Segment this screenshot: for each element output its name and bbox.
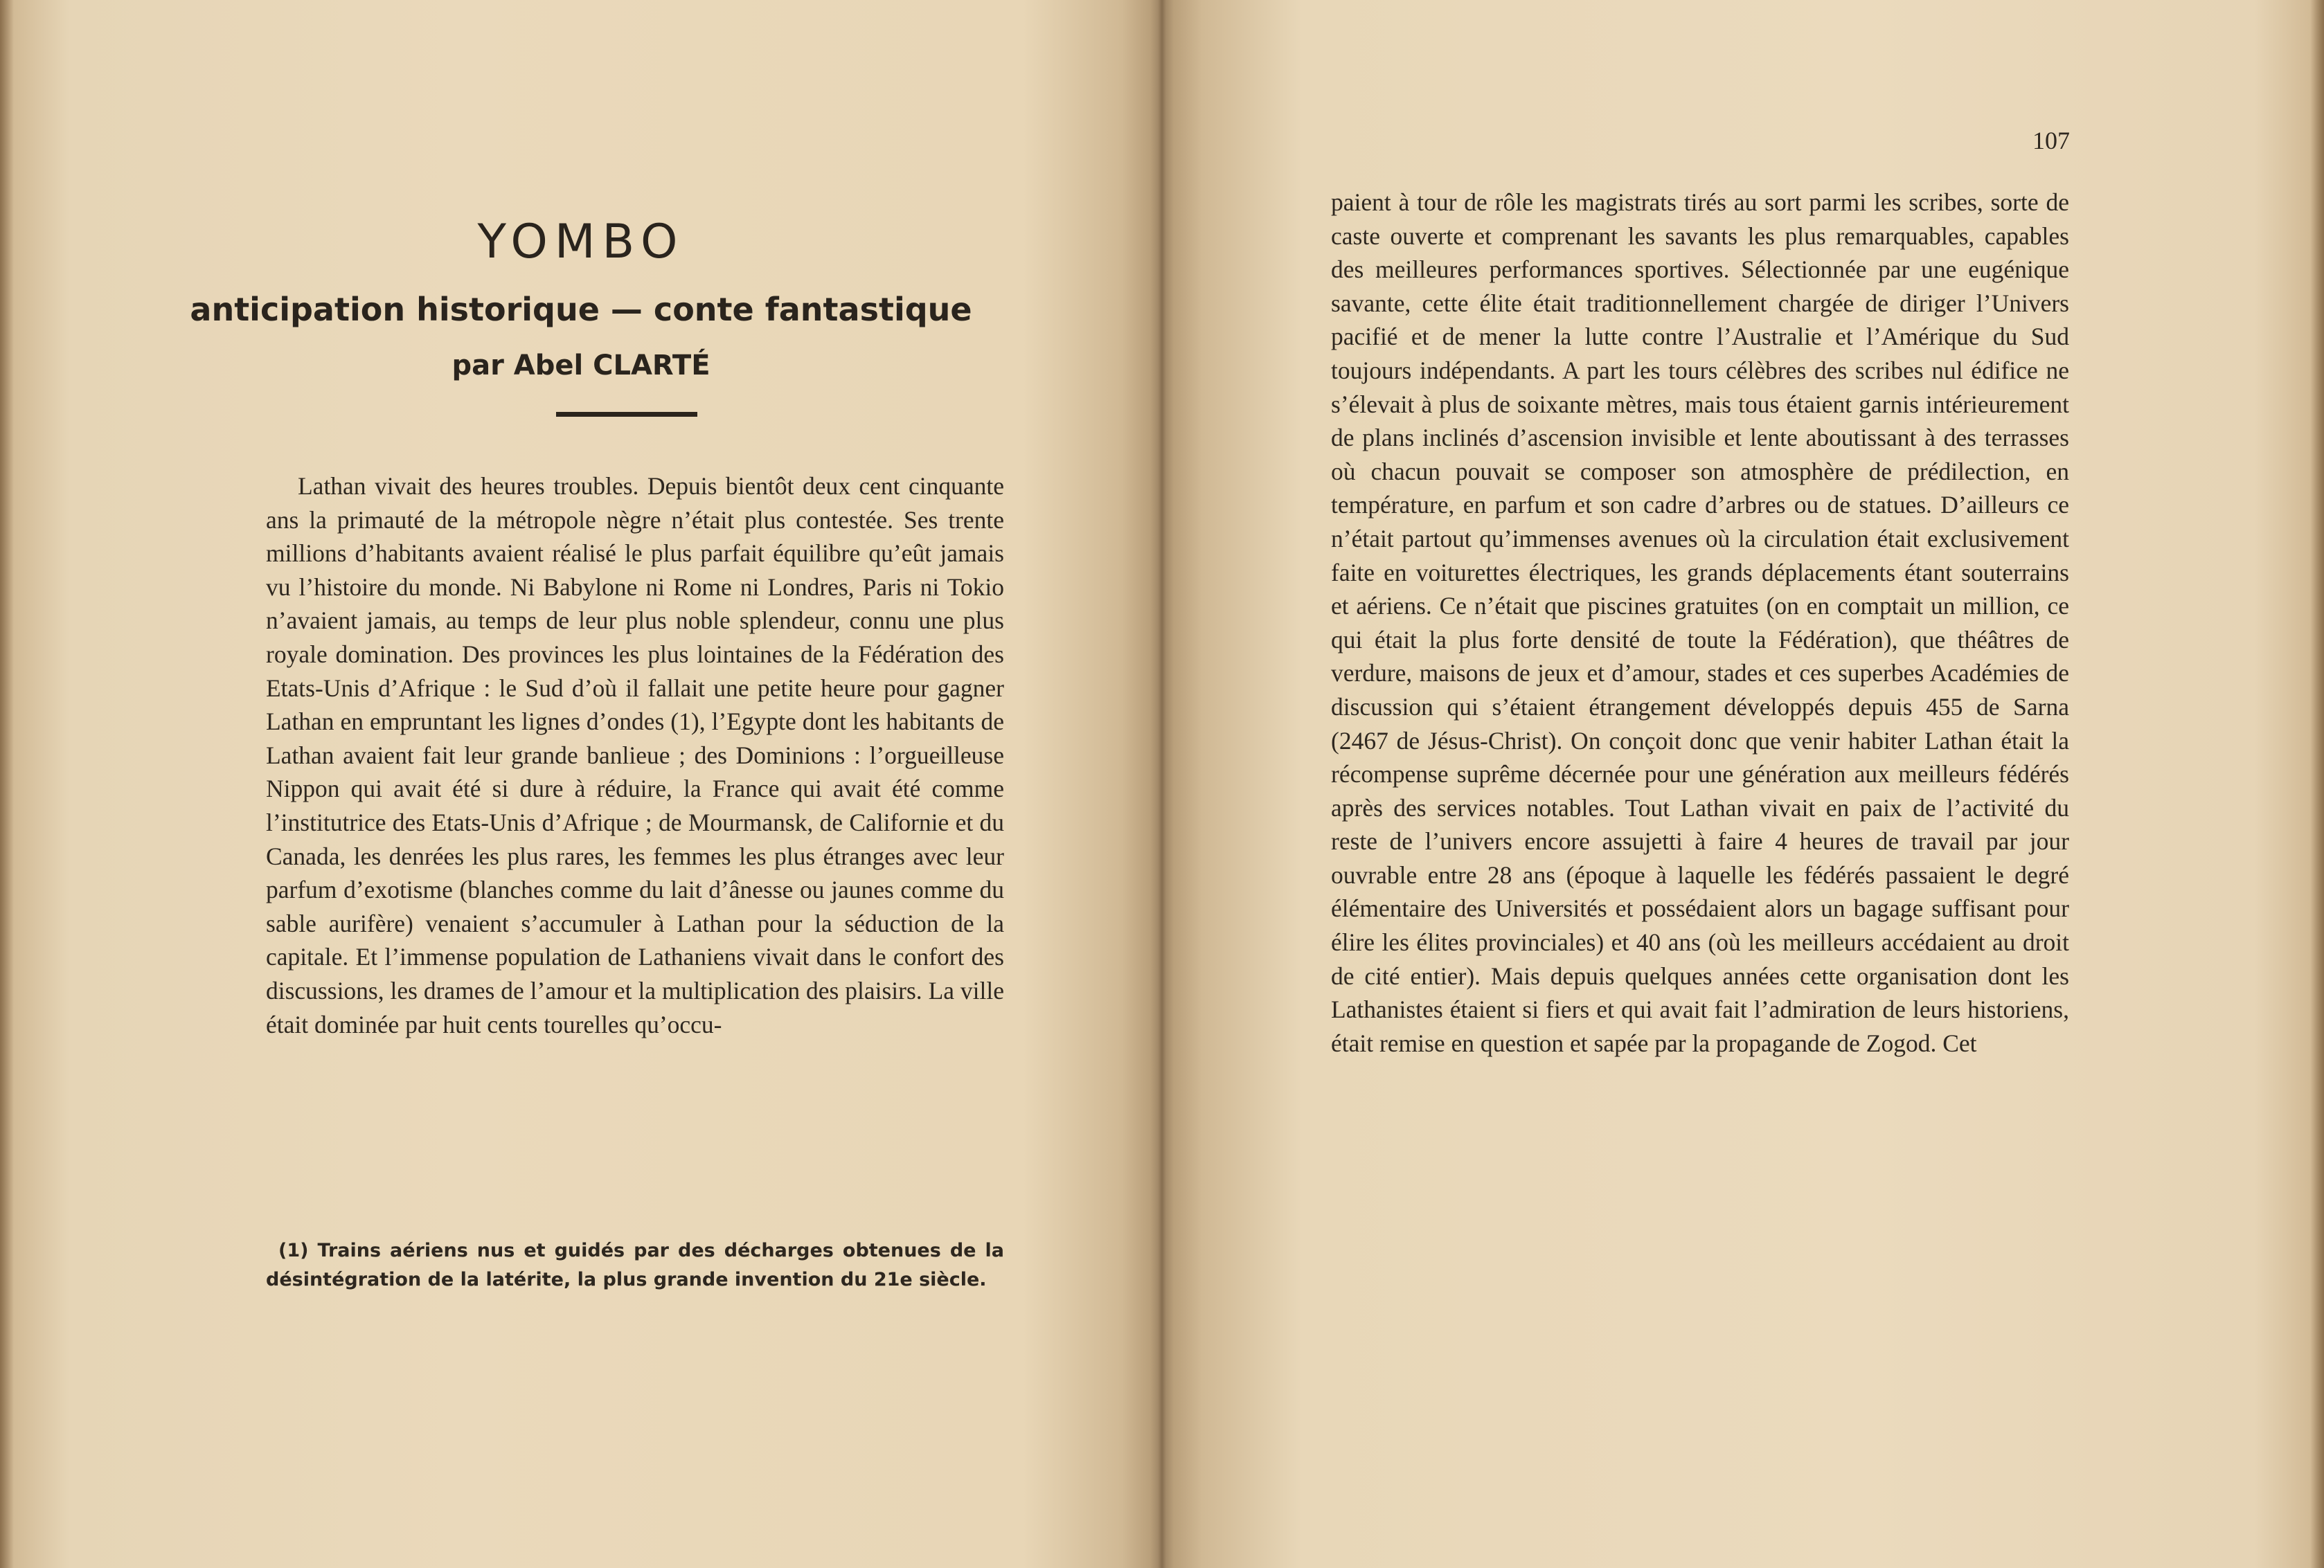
title-rule [556,412,697,417]
right-page [1162,0,2324,1568]
author-byline: par Abel CLARTÉ [452,350,710,381]
footnote: (1) Trains aériens nus et guidés par des décharges obtenues de la désintégration de la latérite, la plus grande invention du 21e siècle. [266,1240,1004,1290]
left-paragraph: Lathan vivait des heures troubles. Depuis bientôt deux cent cinquante ans la primauté de la métropole nègre n’était plus contestée. Ses trente millions d’habitants avaient réalisé le plus parfait équilibre qu’eût jamais vu l’histoire du monde. Ni Babylone ni Rome ni Londres, Paris ni Tokio n’avaient jamais, au temps de leur plus noble splendeur, connu une plus royale domination. Des provinces les plus lointaines de la Fédération des Etats-Unis d’Afrique : le Sud d’où il fallait une petite heure pour gagner Lathan en empruntant les lignes d’ondes (1), l’Egypte dont les habitants de Lathan avaient fait leur grande banlieue ; des Dominions : l’orgueilleuse Nippon qui avait été si dure à réduire, la France qui avait été comme l’institutrice des Etats-Unis d’Afrique ; de Mourmansk, de Californie et du Canada, les denrées les plus rares, les femmes les plus étranges avec leur parfum d’exotisme (blanches comme du lait d’ânesse ou jaunes comme du sable aurifère) venaient s’accumuler à Lathan pour la séduction de la capitale. Et l’immense population de Lathaniens vivait dans le confort des discussions, les drames de l’amour et la multiplication des plaisirs. La ville était dominée par huit cents tourelles qu’occu- [266,472,1004,1038]
story-title: YOMBO [477,215,685,269]
right-paragraph: paient à tour de rôle les magistrats tirés au sort parmi les scribes, sorte de caste ouverte et comprenant les savants les plus remarquables, capables des meilleures performances sportives. Sélectionnée par une eugénique savante, cette élite était traditionnellement chargée de diriger l’Univers pacifié et de mener la lutte contre l’Australie et l’Amérique du Sud toujours indépendants. A part les tours célèbres des scribes nul édifice ne s’élevait à plus de soixante mètres, mais tous étaient garnis intérieurement de plans inclinés d’ascension invisible et lente aboutissant à des terrasses où chacun pouvait se composer son atmosphère de prédilection, en température, en parfum et son cadre d’arbres ou de statues. D’ailleurs ce n’était partout qu’immenses avenues où la circulation était exclusivement faite en voiturettes électriques, les grands déplacements étant souterrains et aériens. Ce n’était que piscines gratuites (on en comptait un million, ce qui était la plus forte densité de toute la Fédération), que théâtres de verdure, maisons de jeux et d’amour, stades et ces superbes Académies de discussion qui s’étaient étrangement développés depuis 455 de Sarna (2467 de Jésus-Christ). On conçoit donc que venir habiter Lathan était la récompense suprême décernée pour une génération aux meilleurs fédérés après des services notables. Tout Lathan vivait en paix de l’activité du reste de l’univers encore assujetti à faire 4 heures de travail par jour ouvrable entre 28 ans (époque à laquelle les fédérés passaient le degré élémentaire des Universités et possédaient alors un bagage suffisant pour élire les élites provinciales) et 40 ans (où les meilleurs accédaient au droit de cité entier). Mais depuis quelques années cette organisation dont les Lathanistes étaient si fiers et qui avait fait l’admiration de leurs historiens, était remise en question et sapée par la propagande de Zogod. Cet [1331,188,2069,1057]
page-number: 107 [2032,127,2070,154]
right-body-text [1331,186,2069,1060]
left-body-text [266,469,1004,1041]
story-subtitle: anticipation historique — conte fantastique [190,291,972,328]
